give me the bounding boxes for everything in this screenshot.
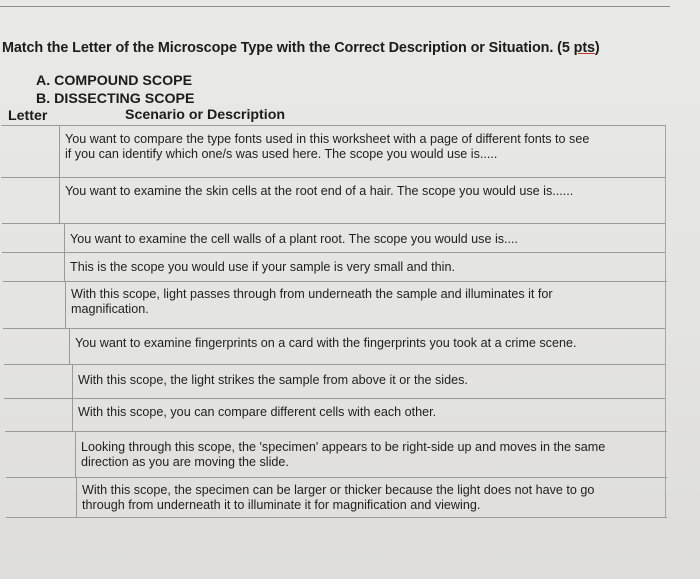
table-row [5, 431, 667, 478]
letter-cell[interactable] [3, 329, 70, 365]
row-text [70, 232, 518, 247]
header-scenario: Scenario or Description [125, 107, 286, 123]
row-line: You want to examine the skin cells at the root end of a hair. The scope you would use is...... [65, 184, 574, 198]
row-text [82, 483, 594, 513]
table-row [4, 398, 666, 432]
table-row [2, 223, 666, 253]
row-line: if you can identify which one/s was used here. The scope you would use is..... [65, 147, 498, 161]
row-line: With this scope, light passes through from underneath the sample and illuminates it for [71, 287, 553, 301]
title-close: ) [594, 40, 600, 56]
table-right-border [665, 125, 666, 517]
letter-cell[interactable] [3, 282, 66, 329]
row-line: You want to compare the type fonts used in this worksheet with a page of different fonts to see [65, 132, 590, 146]
row-line: This is the scope you would use if your sample is very small and thin. [70, 260, 455, 274]
letter-cell[interactable] [5, 432, 76, 478]
table-row [3, 281, 667, 329]
table-row [1, 177, 665, 224]
table-row [6, 477, 667, 518]
row-text [65, 184, 573, 199]
row-line: Looking through this scope, the 'specimen' appears to be right-side up and moves in the same [81, 440, 606, 454]
row-line: You want to examine the cell walls of a plant root. The scope you would use is.... [70, 232, 519, 246]
option-a: A. COMPOUND SCOPE [36, 73, 193, 89]
row-line: With this scope, you can compare different cells with each other. [78, 405, 437, 419]
title-pts: pts [573, 40, 595, 56]
title-main: Match the Letter of the Microscope Type with the Correct Description or Situation. (5 [2, 40, 574, 56]
letter-cell[interactable] [1, 126, 60, 178]
letter-cell[interactable] [2, 224, 65, 253]
row-text [70, 260, 455, 275]
letter-cell[interactable] [6, 478, 77, 518]
letter-cell[interactable] [1, 178, 60, 224]
table-row [3, 328, 666, 365]
table-bottom-border [6, 517, 667, 518]
letter-cell[interactable] [4, 399, 73, 432]
row-text [75, 336, 576, 351]
letter-cell[interactable] [4, 365, 73, 399]
table-row [2, 252, 666, 282]
row-line: through from underneath it to illuminate it for magnification and viewing. [82, 498, 481, 512]
row-line: magnification. [71, 302, 149, 316]
header-letter: Letter [8, 108, 48, 124]
row-line: With this scope, the light strikes the sample from above it or the sides. [78, 373, 468, 387]
table-row [1, 125, 665, 178]
row-text [81, 440, 605, 470]
row-text [78, 405, 436, 420]
row-text [78, 373, 468, 388]
row-text [65, 132, 589, 162]
row-line: With this scope, the specimen can be larger or thicker because the light does not have to go [82, 483, 595, 497]
table-row [4, 364, 666, 399]
row-text [71, 287, 553, 317]
option-b: B. DISSECTING SCOPE [36, 91, 195, 107]
row-line: direction as you are moving the slide. [81, 455, 289, 469]
letter-cell[interactable] [2, 253, 65, 282]
row-line: You want to examine fingerprints on a card with the fingerprints you took at a crime scene. [75, 336, 577, 350]
